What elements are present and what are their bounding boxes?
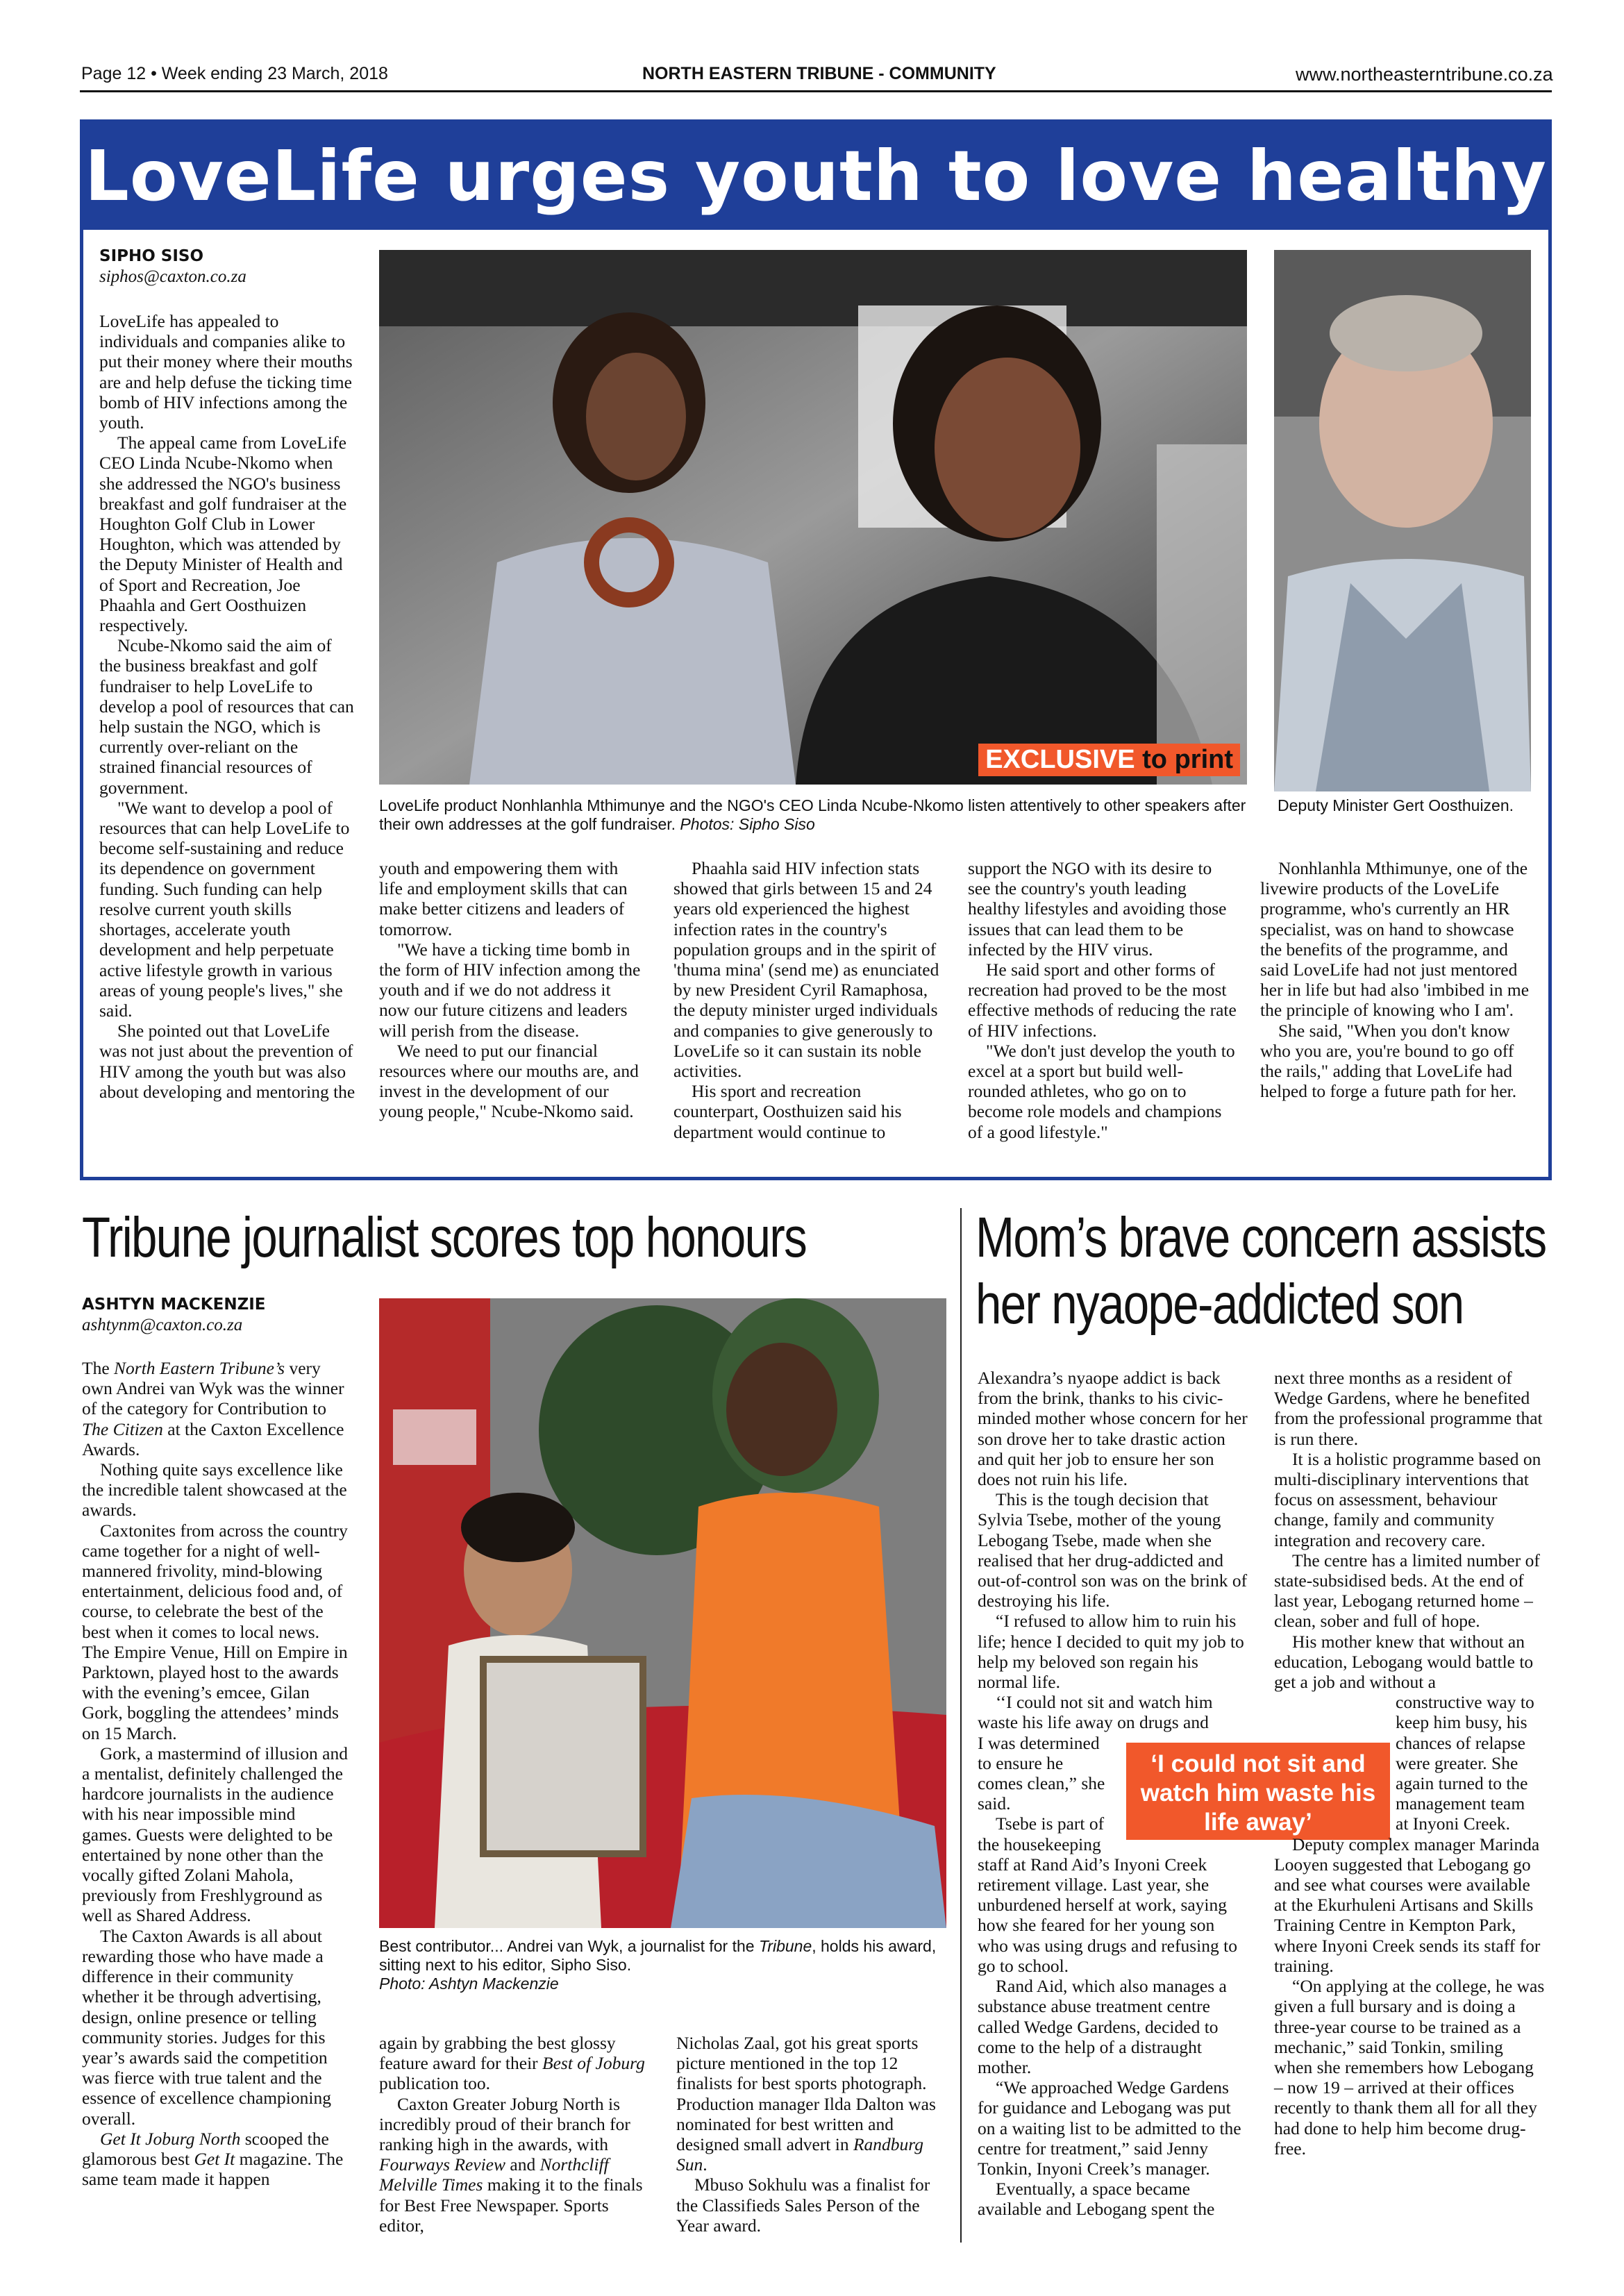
page-folio: Page 12 • Week ending 23 March, 2018 xyxy=(81,64,388,83)
article3-column-2 xyxy=(1274,1368,1545,2159)
website-url[interactable]: www.northeasterntribune.co.za xyxy=(1296,64,1553,85)
byline-author: ASHTYN MACKENZIE xyxy=(82,1296,266,1314)
headline-tribune-journalist: Tribune journalist scores top honours xyxy=(82,1206,807,1269)
paragraph: We need to put our financial resources where our mouths are, and invest in the development of our young people," Ncube-Nkomo said. xyxy=(379,1040,639,1122)
paragraph: She pointed out that LoveLife was not just about the prevention of HIV among the youth but was also about developing and mentoring the xyxy=(99,1021,355,1102)
photo-illustration xyxy=(379,1298,946,1928)
paragraph: Rand Aid, which also manages a substance abuse treatment centre called Wedge Gardens, decided to come to the help of a distraught mother. xyxy=(978,1976,1227,2077)
paragraph: She said, "When you don't know who you are, you're bound to go off the rails," adding that LoveLife had helped to forge a future path for her. xyxy=(1260,1020,1517,1102)
paragraph: Nonhlanhla Mthimunye, one of the livewire products of the LoveLife programme, who's currently an HR specialist, was on hand to showcase the benefits of the programme, and said LoveLife had not just mentored her in life but had also 'imbibed in me the principle of knowing who I am'. xyxy=(1260,858,1530,1021)
paragraph: “On applying at the college, he was given a full bursary and is doing a three-year course to be trained as a mechanic,” said Tonkin, smiling when she remembers how Lebogang – now 19 – arrived at their offices recently to thank them all for all they had done to help him become drug-free. xyxy=(1274,1976,1545,2159)
photo-credit: Photo: Ashtyn Mackenzie xyxy=(379,1975,559,1993)
paragraph: "We have a ticking time bomb in the form of HIV infection among the youth and if we do not address it now our future citizens and leaders will perish from the disease. xyxy=(379,939,641,1041)
section-name: NORTH EASTERN TRIBUNE - COMMUNITY xyxy=(642,64,996,83)
column-divider xyxy=(960,1208,962,2243)
paragraph: ‘‘I could not sit and watch him waste his life away on drugs and xyxy=(978,1692,1213,1733)
photo-caption: Best contributor... Andrei van Wyk, a journalist for the Tribune, holds his award, sitting next to his editor, Sipho Siso. Photo: Ashtyn Mackenzie xyxy=(379,1937,937,1993)
narrow-text-block: I was determined to ensure he comes clean,” she said. Tsebe is part of the housekeeping xyxy=(978,1732,1105,1854)
article2-column-2 xyxy=(379,2033,646,2236)
pull-quote: ‘I could not sit and watch him waste his life away’ xyxy=(1126,1743,1390,1840)
article1-column-1 xyxy=(99,311,356,1102)
paragraph: The appeal came from LoveLife CEO Linda Ncube-Nkomo when she addressed the NGO's business breakfast and golf fundraiser at the Houghton Golf Club in Lower Houghton, which was attended by the Deputy Minister of Health and of Sport and Recreation, Joe Phaahla and Gert Oosthuizen respectively. xyxy=(99,433,347,636)
paragraph: staff at Rand Aid’s Inyoni Creek retirement village. Last year, she unburdened herself at work, saying how she feared for her young son who was using drugs and refusing to go to school. xyxy=(978,1854,1237,1976)
paragraph: again by grabbing the best glossy feature award for their Best of Joburg publication too. xyxy=(379,2033,645,2094)
byline-email[interactable]: ashtynm@caxton.co.za xyxy=(82,1316,243,1334)
headline-moms-brave-concern xyxy=(976,1205,1546,1338)
photo-illustration xyxy=(1274,250,1531,791)
caption-text: LoveLife product Nonhlanhla Mthimunye and the NGO's CEO Linda Ncube-Nkomo listen attentively to other speakers after their own addresses at the golf fundraiser. xyxy=(379,796,1246,833)
headline-lovelife: LoveLife urges youth to love healthy xyxy=(83,123,1548,230)
header-rule xyxy=(80,90,1552,92)
paragraph: LoveLife has appealed to individuals and companies alike to put their money where their mouths are and help defuse the ticking time bomb of HIV infections among the youth. xyxy=(99,311,353,433)
paragraph: Nothing quite says excellence like the incredible talent showcased at the awards. xyxy=(82,1459,347,1520)
paragraph: The centre has a limited number of state-subsidised beds. At the end of last year, Lebogang returned home – clean, sober and full of hope. xyxy=(1274,1550,1540,1632)
paragraph: Nicholas Zaal, got his great sports picture mentioned in the top 12 finalists for best sports photograph. Production manager Ilda Dalton was nominated for best written and designed small advert in Randburg Sun. xyxy=(676,2033,936,2175)
paragraph: Get It Joburg North scooped the glamorous best Get It magazine. The same team made it happen xyxy=(82,2128,344,2190)
headline-line-1: Mom’s brave concern assists xyxy=(976,1206,1546,1269)
article1-column-4 xyxy=(968,858,1239,1142)
article1-column-3 xyxy=(673,858,941,1142)
byline-author: SIPHO SISO xyxy=(99,247,204,265)
paragraph: Phaahla said HIV infection stats showed that girls between 15 and 24 years old experienced the highest infection rates in the country's population groups and in the spirit of 'thuma mina' (send me) as enunciated by new President Cyril Ramaphosa, the deputy minister urged individuals and companies to give generously to LoveLife so it can sustain its noble activities. xyxy=(673,858,939,1082)
paragraph: The North Eastern Tribune’s very own Andrei van Wyk was the winner of the category for Contribution to The Citizen at the Caxton Excellence Awards. xyxy=(82,1358,344,1459)
paragraph: next three months as a resident of Wedge Gardens, where he benefited from the professional programme that is run there. xyxy=(1274,1368,1543,1449)
photo-credit: Photos: Sipho Siso xyxy=(680,815,815,833)
article1-column-5 xyxy=(1260,858,1534,1101)
photo-mthimunye-ncube-nkomo xyxy=(379,250,1247,785)
photo-side-caption: Deputy Minister Gert Oosthuizen. xyxy=(1278,796,1514,814)
photo-gert-oosthuizen xyxy=(1274,250,1531,791)
paragraph: Gork, a mastermind of illusion and a mentalist, definitely challenged the hardcore journalists in the audience with his near impossible mind games. Guests were delighted to be entertained by none other than the vocally gifted Zolani Mahola, previously from Freshlyground as well as Shared Address. xyxy=(82,1743,348,1926)
exclusive-badge xyxy=(978,744,1240,776)
photo-main-caption xyxy=(379,796,1254,834)
paragraph: support the NGO with its desire to see the country's youth leading healthy lifestyles and avoiding those issues that can lead them to be infected by the HIV virus. xyxy=(968,858,1227,960)
exclusive-word: EXCLUSIVE xyxy=(985,745,1135,774)
paragraph: Caxtonites from across the country came together for a night of well-mannered frivolity, mind-blowing entertainment, delicious food and, of course, to celebrate the best of the best when it comes to local news. The Empire Venue, Hill on Empire in Parktown, played host to the awards with the evening’s emcee, Gilan Gork, boggling the attendees’ minds on 15 March. xyxy=(82,1520,348,1743)
paragraph: Eventually, a space became available and Lebogang spent the xyxy=(978,2179,1215,2220)
paragraph: "We don't just develop the youth to excel at a sport but build well-rounded athletes, who go on to become role models and champions of a good lifestyle." xyxy=(968,1040,1235,1142)
paragraph: "We want to develop a pool of resources that can help LoveLife to become self-sustaining and reduce its dependence on government funding. Such funding can help resolve current youth skills shortages, accelerate youth development and help perpetuate active lifestyle growth in various areas of young people's lives," she said. xyxy=(99,797,350,1021)
paragraph: His mother knew that without an education, Lebogang would battle to get a job and without a xyxy=(1274,1631,1534,1693)
byline-email[interactable]: siphos@caxton.co.za xyxy=(99,267,246,286)
paragraph: youth and empowering them with life and employment skills that can make better citizens and leaders of tomorrow. xyxy=(379,858,628,939)
photo-illustration xyxy=(379,250,1247,785)
paragraph: Deputy complex manager Marinda Looyen suggested that Lebogang go and see what courses were available at the Ekurhuleni Artisans and Skills Training Centre in Kempton Park, where Inyoni Creek sends its staff for training. xyxy=(1274,1834,1541,1976)
paragraph: It is a holistic programme based on multi-disciplinary interventions that focus on assessment, behaviour change, family and community integration and recovery care. xyxy=(1274,1448,1541,1550)
paragraph: Alexandra’s nyaope addict is back from the brink, thanks to his civic-minded mother whose concern for her son drove her to take drastic action and quit her job to ensure her son does not ruin his life. xyxy=(978,1368,1248,1490)
paragraph: “We approached Wedge Gardens for guidance and Lebogang was put on a waiting list to be admitted to the centre for treatment,” said Jenny Tonkin, Inyoni Creek’s manager. xyxy=(978,2077,1241,2179)
paragraph: His sport and recreation counterpart, Oosthuizen said his department would continue to xyxy=(673,1081,902,1142)
headline-line-2: her nyaope-addicted son xyxy=(976,1273,1464,1336)
photo-van-wyk-siso xyxy=(379,1298,946,1928)
paragraph: Ncube-Nkomo said the aim of the business breakfast and golf fundraiser to help LoveLife to develop a pool of resources that can help sustain the NGO, which is currently over-reliant on the strained financial resources of government. xyxy=(99,635,354,798)
paragraph: Caxton Greater Joburg North is incredibly proud of their branch for ranking high in the awards, with Fourways Review and Northcliff Melville Times making it to the finals for Best Free Newspaper. Sports editor, xyxy=(379,2093,643,2236)
article2-column-3 xyxy=(676,2033,944,2236)
paragraph: He said sport and other forms of recreation had proved to be the most effective methods of reducing the rate of HIV infections. xyxy=(968,960,1237,1041)
paragraph: This is the tough decision that Sylvia Tsebe, mother of the young Lebogang Tsebe, made when she realised that her drug-addicted and out-of-control son was on the brink of destroying his life. xyxy=(978,1489,1248,1611)
exclusive-suffix: to print xyxy=(1142,745,1233,774)
paragraph: “I refused to allow him to ruin his life; hence I decided to quit my job to help my beloved son regain his normal life. xyxy=(978,1611,1244,1693)
narrow-text-block: constructive way to keep him busy, his chances of relapse were greater. She again turned to the management team at Inyoni Creek. xyxy=(1396,1692,1534,1834)
paragraph: The Caxton Awards is all about rewarding those who have made a difference in their community whether it be through advertising, design, online presence or telling community stories. Judges for this year’s awards said the competition was fierce with true talent and the essence of excellence championing overall. xyxy=(82,1925,331,2129)
article1-column-2 xyxy=(379,858,643,1122)
article2-column-1 xyxy=(82,1358,349,2189)
paragraph: Mbuso Sokhulu was a finalist for the Classifieds Sales Person of the Year award. xyxy=(676,2175,930,2236)
